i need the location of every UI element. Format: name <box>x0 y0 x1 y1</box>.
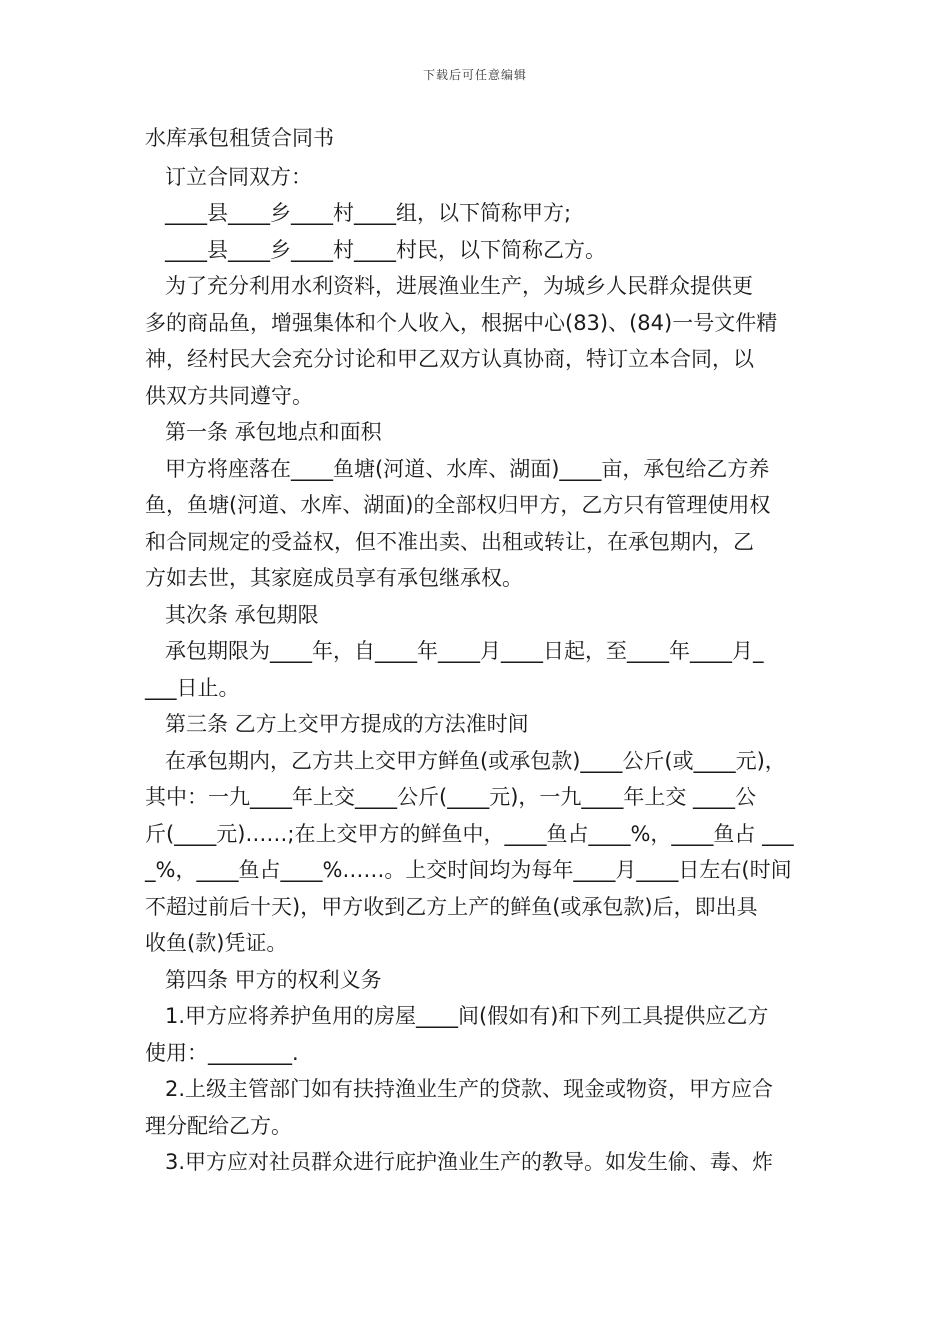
article-1-heading: 第一条 承包地点和面积 <box>165 420 382 444</box>
article-1-line-1: 甲方将座落在____鱼塘(河道、水库、湖面)____亩，承包给乙方养 <box>165 456 770 481</box>
preamble-line-3: 神，经村民大会充分讨论和甲乙双方认真协商，特订立本合同，以 <box>145 347 754 371</box>
header-note: 下载后可任意编辑 <box>422 68 527 82</box>
article-2-line-2: ___日止。 <box>145 675 240 700</box>
article-3-line-2: 其中：一九____年上交____公斤(____元)，一九____年上交 ____公 <box>145 785 757 809</box>
article-4-item-3-line-1: 3.甲方应对社员群众进行庇护渔业生产的教导。如发生偷、毒、炸 <box>165 1150 774 1174</box>
article-3-line-4: _%，____鱼占____%……。上交时间均为每年____月____日左右(时间 <box>145 858 792 882</box>
contract-document <box>145 120 810 1181</box>
document-title: 水库承包租赁合同书 <box>145 126 334 150</box>
article-3-line-3: 斤(____元)……;在上交甲方的鲜鱼中，____鱼占____%，____鱼占 ___ <box>145 821 794 846</box>
preamble-line-2: 多的商品鱼，增强集体和个人收入，根据中心(83)、(84)一号文件精 <box>145 310 778 335</box>
parties-heading: 订立合同双方： <box>165 164 312 189</box>
party-a-line: ____县____乡____村____组，以下简称甲方; <box>165 201 572 225</box>
article-3-line-1: 在承包期内，乙方共上交甲方鲜鱼(或承包款)____公斤(或____元)， <box>165 748 786 773</box>
article-4-item-1-line-2: 使用：________. <box>145 1040 299 1065</box>
article-3-heading: 第三条 乙方上交甲方提成的方法准时间 <box>165 712 529 736</box>
preamble-line-1: 为了充分利用水利资料，进展渔业生产，为城乡人民群众提供更 <box>165 274 753 298</box>
article-3-line-6: 收鱼(款)凭证。 <box>145 931 288 955</box>
article-3-line-5: 不超过前后十天)，甲方收到乙方上产的鲜鱼(或承包款)后，即出具 <box>145 894 758 919</box>
article-4-item-2-line-2: 理分配给乙方。 <box>145 1113 292 1138</box>
article-1-line-4: 方如去世，其家庭成员享有承包继承权。 <box>145 566 523 590</box>
article-4-heading: 第四条 甲方的权利义务 <box>165 967 382 992</box>
article-2-line-1: 承包期限为____年，自____年____月____日起，至____年____月_ <box>165 639 764 663</box>
article-1-line-3: 和合同规定的受益权，但不准出卖、出租或转让，在承包期内，乙 <box>145 529 754 554</box>
preamble-line-4: 供双方共同遵守。 <box>145 383 313 408</box>
article-1-line-2: 鱼，鱼塘(河道、水库、湖面)的全部权归甲方，乙方只有管理使用权 <box>145 493 771 517</box>
article-2-heading: 其次条 承包期限 <box>165 602 319 627</box>
party-b-line: ____县____乡____村____村民，以下简称乙方。 <box>165 237 606 262</box>
article-4-item-2-line-1: 2.上级主管部门如有扶持渔业生产的贷款、现金或物资，甲方应合 <box>165 1077 774 1101</box>
article-4-item-1-line-1: 1.甲方应将养护鱼用的房屋____间(假如有)和下列工具提供应乙方 <box>165 1004 769 1028</box>
